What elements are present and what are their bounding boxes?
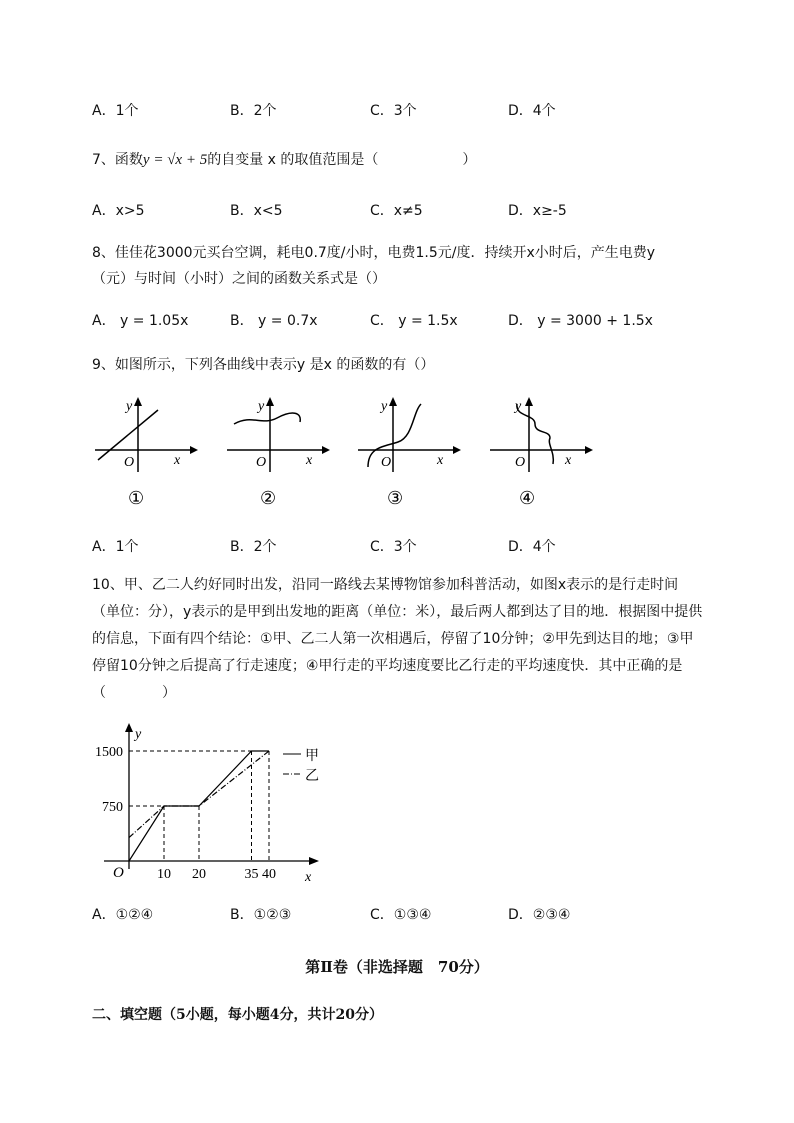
q10-line5: （ ）: [92, 685, 176, 701]
graph-label: ③: [387, 488, 404, 508]
option-c: C．①③④: [370, 907, 432, 923]
section-heading: 二、填空题（5小题，每小题4分，共计20分）: [92, 1007, 383, 1023]
option-d: D．x≥-5: [508, 203, 567, 219]
y-label: y: [515, 399, 522, 414]
x-tick-label: 40: [262, 867, 276, 882]
x-label: x: [306, 453, 313, 468]
section-title: 第Ⅱ卷（非选择题 70分）: [305, 958, 489, 976]
option-b: B．2个: [230, 539, 277, 555]
curve-1: [98, 410, 158, 460]
graph-2: [222, 392, 332, 532]
option-c: C．x≠5: [370, 203, 423, 219]
q7-formula: y = √x + 5: [142, 152, 208, 168]
y-axis-label: y: [135, 727, 142, 742]
x-label: x: [565, 453, 572, 468]
x-tick-label: 35: [244, 867, 259, 882]
y-tick-label: 750: [102, 800, 123, 815]
q9-text: 9、如图所示，下列各曲线中表示y 是x 的函数的有（）: [92, 357, 435, 373]
option-d: D． y = 3000 + 1.5x: [508, 313, 653, 329]
x-axis-arrow: [309, 857, 319, 865]
option-b: B．①②③: [230, 907, 292, 923]
q8-line2: （元）与时间（小时）之间的函数关系式是（）: [92, 271, 386, 287]
q7-suffix: 的自变量 x 的取值范围是（ ）: [207, 152, 477, 168]
option-c: C． y = 1.5x: [370, 313, 458, 329]
x-tick-label: 20: [192, 867, 206, 882]
q8-line1: 8、佳佳花3000元买台空调，耗电0.7度/小时，电费1.5元/度．持续开x小时后，产生电费y: [92, 245, 656, 261]
y-label: y: [381, 399, 388, 414]
distance-time-chart: [80, 720, 360, 890]
origin-label: O: [124, 455, 135, 470]
q10-line2: （单位：分），y表示的是甲到出发地的距离（单位：米），最后两人都到达了目的地．根据图中提供: [92, 604, 703, 620]
graph-1: [90, 392, 200, 532]
option-a: A． y = 1.05x: [92, 313, 189, 329]
series-yi-line: [129, 751, 269, 838]
x-label: x: [437, 453, 444, 468]
option-a: A．1个: [92, 539, 139, 555]
option-d: D．②③④: [508, 907, 571, 923]
option-a: A．1个: [92, 103, 139, 119]
origin-label: O: [256, 455, 267, 470]
origin-label: O: [113, 865, 124, 881]
q7-text: [92, 149, 476, 169]
graph-label: ②: [260, 488, 277, 508]
graph-4: [485, 392, 595, 532]
graph-3: [353, 392, 463, 532]
legend-label: 甲: [305, 749, 319, 764]
option-d: D．4个: [508, 103, 556, 119]
graph-label: ①: [128, 488, 145, 508]
x-axis-label: x: [305, 870, 312, 885]
legend-label: 乙: [305, 769, 319, 784]
y-label: y: [258, 399, 265, 414]
origin-label: O: [515, 455, 526, 470]
option-c: C．3个: [370, 539, 417, 555]
x-tick-label: 10: [157, 867, 171, 882]
option-b: B． y = 0.7x: [230, 313, 318, 329]
q7-prefix: 7、函数: [92, 152, 143, 168]
q10-line4: 停留10分钟之后提高了行走速度；④甲行走的平均速度要比乙行走的平均速度快．其中正确的是: [92, 658, 683, 674]
option-a: A．x>5: [92, 203, 145, 219]
x-label: x: [174, 453, 181, 468]
option-a: A．①②④: [92, 907, 154, 923]
q10-line3: 的信息，下面有四个结论：①甲、乙二人第一次相遇后，停留了10分钟；②甲先到达目的地；③甲: [92, 631, 694, 647]
y-label: y: [126, 399, 133, 414]
graph-label: ④: [519, 488, 536, 508]
y-axis-arrow: [125, 723, 133, 732]
y-tick-label: 1500: [95, 745, 123, 760]
option-c: C．3个: [370, 103, 417, 119]
origin-label: O: [381, 455, 392, 470]
curve-2: [234, 413, 300, 424]
q10-line1: 10、甲、乙二人约好同时出发，沿同一路线去某博物馆参加科普活动，如图x表示的是行走时间: [92, 577, 679, 593]
option-b: B．2个: [230, 103, 277, 119]
option-d: D．4个: [508, 539, 556, 555]
curve-3: [368, 404, 421, 467]
option-b: B．x<5: [230, 203, 283, 219]
